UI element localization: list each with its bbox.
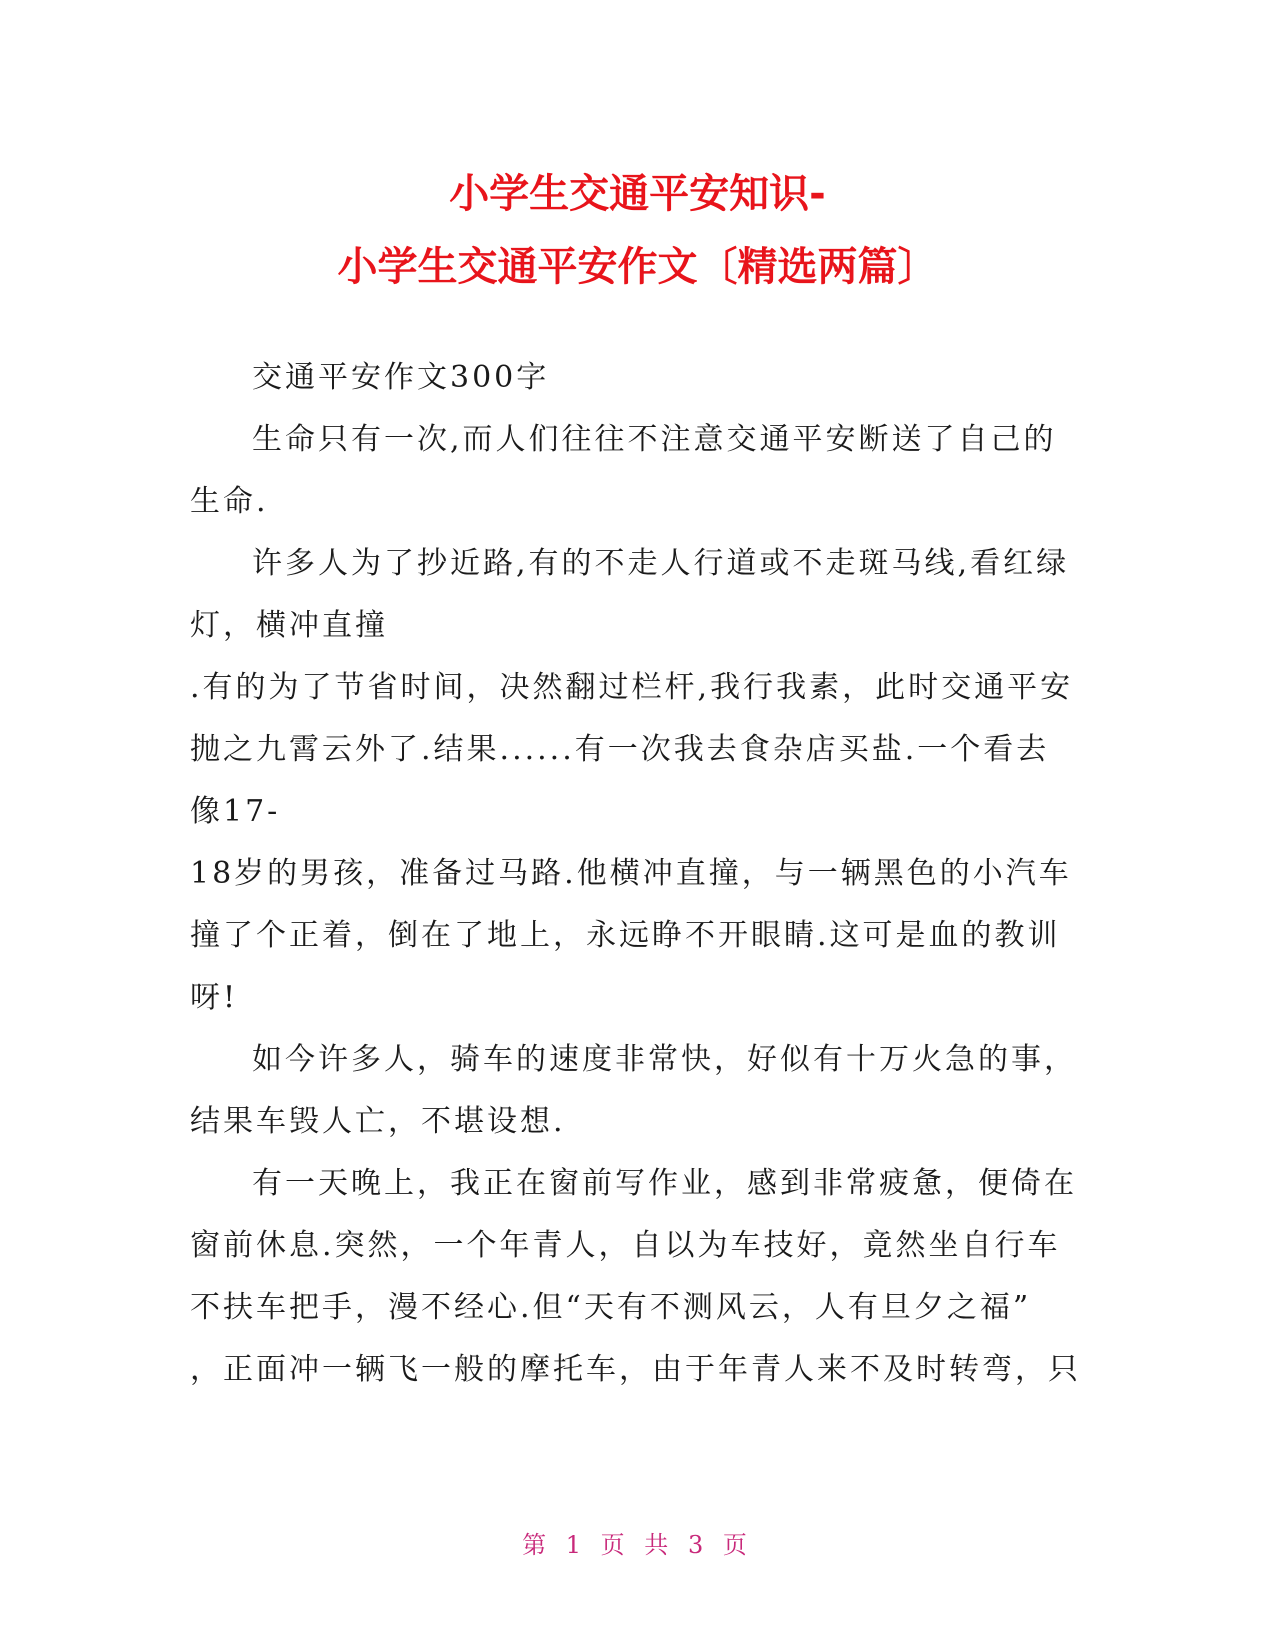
paragraph-line: 18岁的男孩，准备过马路.他横冲直撞，与一辆黑色的小汽车: [190, 856, 1072, 891]
paragraph-line: 窗前休息.突然，一个年青人，自以为车技好，竟然坐自行车: [190, 1228, 1061, 1263]
page-number-footer: 第 1 页 共 3 页: [522, 1531, 753, 1559]
paragraph-line: 撞了个正着，倒在了地上，永远睁不开眼睛.这可是血的教训: [190, 918, 1061, 953]
paragraph-line: 生命.: [190, 484, 269, 519]
paragraph-line: .有的为了节省时间，决然翻过栏杆,我行我素，此时交通平安: [190, 670, 1074, 705]
paragraph-line: 抛之九霄云外了.结果......有一次我去食杂店买盐.一个看去: [190, 732, 1050, 767]
essay-heading: 交通平安作文300字: [252, 360, 550, 395]
paragraph-line: 呀!: [190, 980, 239, 1015]
paragraph-line: 许多人为了抄近路,有的不走人行道或不走斑马线,看红绿: [252, 546, 1070, 581]
document-title-line-2: 小学生交通平安作文〔精选两篇〕: [337, 244, 938, 290]
document-title-line-1: 小学生交通平安知识-: [449, 171, 826, 217]
paragraph-line: 如今许多人，骑车的速度非常快，好似有十万火急的事，: [252, 1042, 1077, 1077]
paragraph-line: 灯，横冲直撞: [190, 608, 388, 643]
paragraph-line: 结果车毁人亡，不堪设想.: [190, 1104, 566, 1139]
paragraph-line: 生命只有一次,而人们往往不注意交通平安断送了自己的: [252, 422, 1057, 457]
paragraph-line: 不扶车把手，漫不经心.但“天有不测风云，人有旦夕之福”: [190, 1290, 1032, 1325]
paragraph-line: ，正面冲一辆飞一般的摩托车，由于年青人来不及时转弯，只: [190, 1352, 1081, 1387]
paragraph-line: 有一天晚上，我正在窗前写作业，感到非常疲惫，便倚在: [252, 1166, 1077, 1201]
paragraph-line: 像17-: [190, 794, 281, 829]
